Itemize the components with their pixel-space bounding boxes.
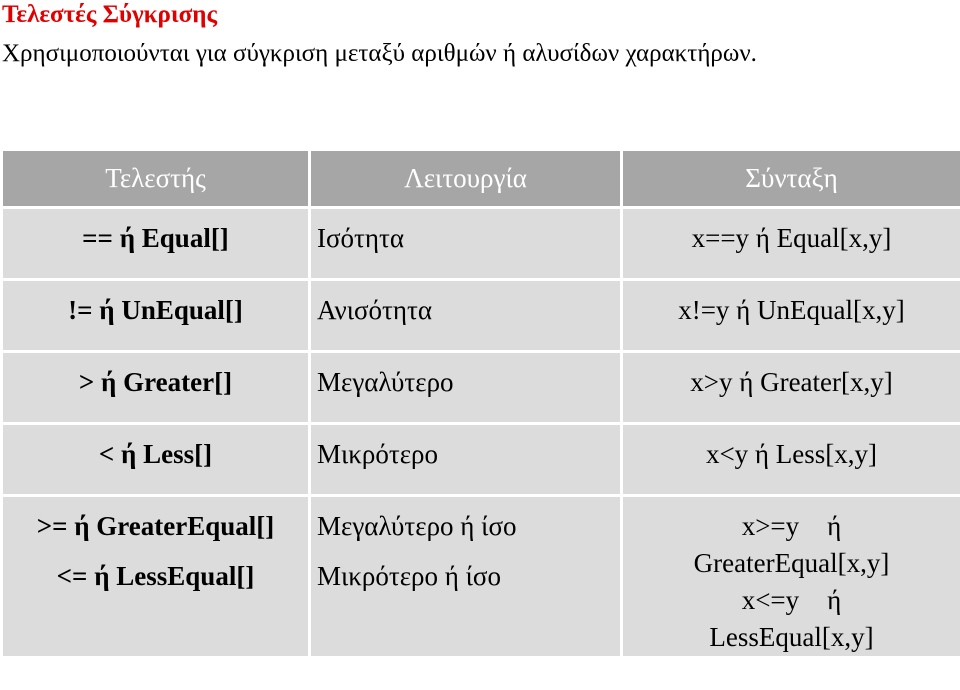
operator-cell: > ή Greater[]	[2, 352, 310, 424]
syntax-less-equal-line1: x<=y ή	[741, 585, 842, 615]
slide-title: Τελεστές Σύγκρισης	[2, 1, 218, 28]
syntax-greater-equal-line1: x>=y ή	[741, 511, 842, 541]
function-cell: Μεγαλύτερο	[310, 352, 622, 424]
function-greater-equal: Μεγαλύτερο ή ίσο	[317, 511, 517, 541]
function-cell: Μικρότερο	[310, 424, 622, 496]
header-function: Λειτουργία	[310, 150, 622, 208]
table-row	[2, 352, 960, 424]
function-less-equal: Μικρότερο ή ίσο	[317, 561, 501, 591]
comparison-operators-table	[0, 148, 960, 659]
table-row	[2, 208, 960, 280]
syntax-cell	[622, 496, 960, 658]
syntax-cell: x<y ή Less[x,y]	[622, 424, 960, 496]
operator-greater-equal: >= ή GreaterEqual[]	[36, 511, 275, 541]
header-operator: Τελεστής	[2, 150, 310, 208]
operator-less-equal: <= ή LessEqual[]	[56, 561, 255, 591]
table-row	[2, 424, 960, 496]
syntax-less-equal-line2: LessEqual[x,y]	[709, 622, 874, 652]
header-syntax: Σύνταξη	[622, 150, 960, 208]
operator-cell: == ή Equal[]	[2, 208, 310, 280]
table-row	[2, 280, 960, 352]
syntax-cell: x!=y ή UnEqual[x,y]	[622, 280, 960, 352]
function-cell: Ανισότητα	[310, 280, 622, 352]
operator-cell: < ή Less[]	[2, 424, 310, 496]
function-cell: Ισότητα	[310, 208, 622, 280]
syntax-cell: x==y ή Equal[x,y]	[622, 208, 960, 280]
intro-text: Χρησιμοποιούνται για σύγκριση μεταξύ αριθμών ή αλυσίδων χαρακτήρων.	[2, 40, 757, 67]
operator-cell	[2, 496, 310, 658]
operator-cell: != ή UnEqual[]	[2, 280, 310, 352]
function-cell	[310, 496, 622, 658]
syntax-greater-equal-line2: GreaterEqual[x,y]	[693, 548, 890, 578]
table-header-row	[2, 150, 960, 208]
syntax-cell: x>y ή Greater[x,y]	[622, 352, 960, 424]
table-row-combined	[2, 496, 960, 658]
